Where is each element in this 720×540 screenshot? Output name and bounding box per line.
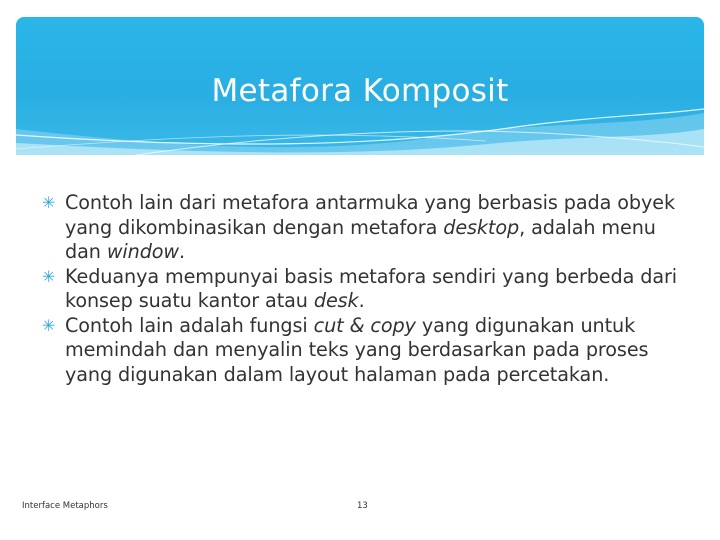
- bullet-list: [42, 191, 692, 387]
- page-number: 13: [357, 501, 368, 511]
- list-item: ✳ Contoh lain dari metafora antarmuka yang berbasis pada obyek yang dikombinasikan dengan metafora desktop, adalah menu dan window.: [42, 191, 675, 263]
- asterisk-bullet-icon: ✳: [42, 315, 56, 335]
- title-banner: [16, 17, 704, 155]
- list-item: ✳ Contoh lain adalah fungsi cut & copy yang digunakan untuk memindah dan menyalin teks yang berdasarkan pada proses yang digunakan dalam layout halaman pada percetakan.: [42, 313, 649, 386]
- asterisk-bullet-icon: ✳: [42, 193, 56, 212]
- asterisk-bullet-icon: ✳: [42, 266, 56, 286]
- list-item: ✳ Keduanya mempunyai basis metafora sendiri yang berbeda dari konsep suatu kantor atau desk.: [42, 264, 678, 312]
- footer-label: Interface Metaphors: [22, 501, 108, 511]
- slide-title: Metafora Komposit: [211, 73, 509, 109]
